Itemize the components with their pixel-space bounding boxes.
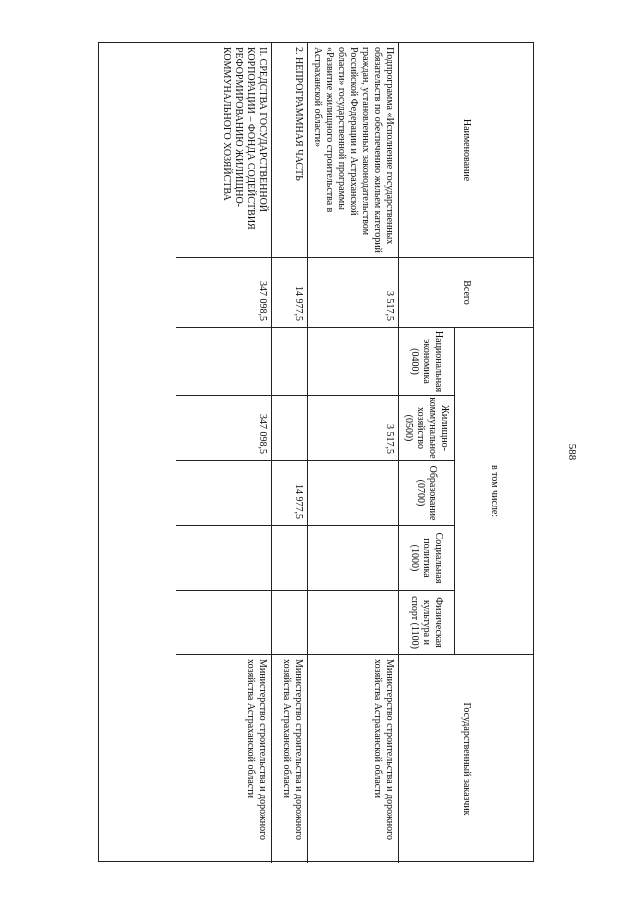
row-1-total: 3 517,5 [307,258,398,328]
row-1-customer: Министерство строительства и дорожного хозяйства Астраханской области [307,655,398,863]
row-3-education [176,461,271,526]
row-1-social-policy [307,526,398,591]
header-sport: Физическая культура и спорт (1100) [398,591,454,655]
header-including: в том числе: [454,328,533,655]
row-3-name: II. СРЕДСТВА ГОСУДАРСТВЕННОЙ КОРПОРАЦИИ – ФОНДА СОДЕЙСТВИЯ РЕФОРМИРОВАНИЮ ЖИЛИЩНО-КОММУНАЛЬНОГО ХОЗЯЙСТВА [176,43,271,258]
rotated-table-wrapper [98,42,534,862]
header-national-economy: Национальная экономика (0400) [398,328,454,396]
row-2-name: 2. НЕПРОГРАММНАЯ ЧАСТЬ [271,43,307,258]
row-3-social-policy [176,526,271,591]
row-2-customer: Министерство строительства и дорожного хозяйства Астраханской области [271,655,307,863]
row-3-total: 347 098,5 [176,258,271,328]
budget-table [98,42,534,862]
row-3-sport [176,591,271,655]
page-number: 588 [566,443,578,461]
header-education: Образование (0700) [398,461,454,526]
row-2-housing [271,396,307,461]
header-customer: Государственный заказчик [398,655,533,863]
row-1-education [307,461,398,526]
row-2-sport [271,591,307,655]
row-3-customer: Министерство строительства и дорожного хозяйства Астраханской области [245,659,268,840]
header-housing: Жилищно-коммунальное хозяйство (0500) [398,396,454,461]
row-2-social-policy [271,526,307,591]
row-2-national-economy [271,328,307,396]
row-2-education: 14 977,5 [271,461,307,526]
row-1-sport [307,591,398,655]
row-3-national-economy [176,328,271,396]
header-total: Всего [398,258,533,328]
row-1-national-economy [307,328,398,396]
header-name: Наименование [398,43,533,258]
header-social-policy: Социальная политика (1000) [398,526,454,591]
row-1-name: Подпрограмма «Исполнение государственных обязательств по обеспечению жильем категорий граждан, установленных законодательством Российской Федерации и Астраханской области» государственной программы «Развитие жилищного строительства в Астраханской области» [307,43,398,258]
row-1-housing: 3 517,5 [307,396,398,461]
row-2-total: 14 977,5 [271,258,307,328]
row-3-housing: 347 098,5 [176,396,271,461]
